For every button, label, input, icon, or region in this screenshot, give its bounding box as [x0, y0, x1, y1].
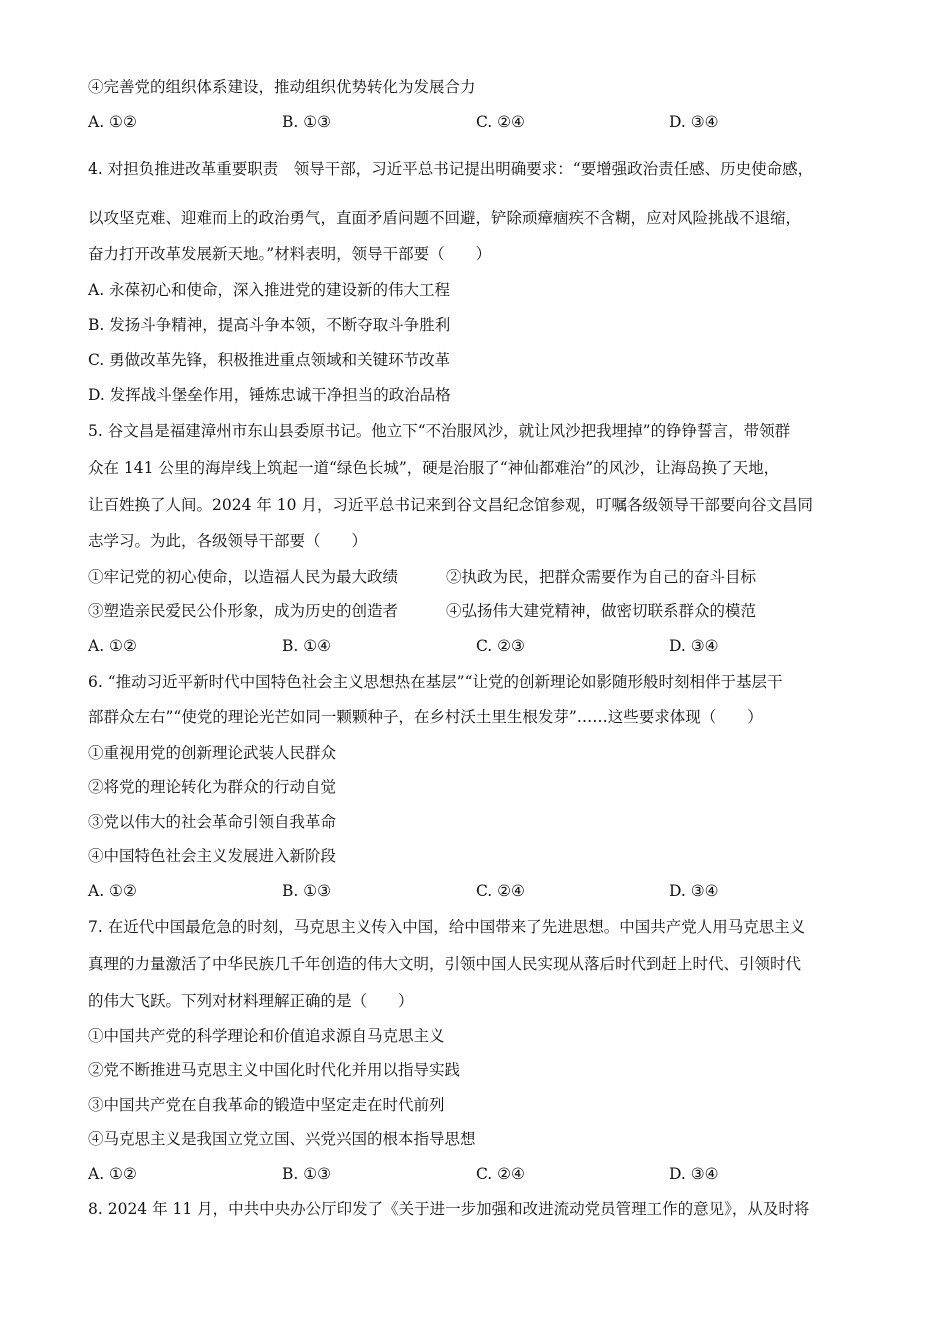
q6-option-d: D. ③④: [669, 882, 719, 900]
q5-option-a: A. ①②: [88, 637, 137, 655]
q5-statement-2: ②执政为民，把群众需要作为自己的奋斗目标: [446, 568, 757, 586]
q4-option-b: B. 发扬斗争精神，提高斗争本领，不断夺取斗争胜利: [88, 316, 451, 334]
q4-stem-line-3: 奋力打开改革发展新天地。”材料表明，领导干部要（ ）: [88, 245, 492, 263]
q7-option-c: C. ②④: [476, 1165, 525, 1183]
q7-option-b: B. ①③: [282, 1165, 332, 1183]
q4-option-c: C. 勇做改革先锋，积极推进重点领域和关键环节改革: [88, 351, 451, 369]
q6-option-b: B. ①③: [282, 882, 332, 900]
q7-option-d: D. ③④: [669, 1165, 719, 1183]
q3-option-d: D. ③④: [669, 113, 719, 131]
q4-option-a: A. 永葆初心和使命，深入推进党的建设新的伟大工程: [88, 281, 451, 299]
q7-statement-2: ②党不断推进马克思主义中国化时代化并用以指导实践: [88, 1061, 461, 1079]
q5-statement-4: ④弘扬伟大建党精神，做密切联系群众的模范: [446, 602, 757, 620]
q7-stem-line-2: 真理的力量激活了中华民族几千年创造的伟大文明，引领中国人民实现从落后时代到赶上时代、引领时代: [88, 955, 802, 973]
q3-option-c: C. ②④: [476, 113, 525, 131]
q5-option-d: D. ③④: [669, 637, 719, 655]
q7-statement-1: ①中国共产党的科学理论和价值追求源自马克思主义: [88, 1027, 445, 1045]
q6-stem-line-1: 6. “推动习近平新时代中国特色社会主义思想热在基层”“让党的创新理论如影随形般时刻相伴于基层干: [88, 673, 783, 691]
q3-option-b: B. ①③: [282, 113, 332, 131]
q7-stem-line-3: 的伟大飞跃。下列对材料理解正确的是（ ）: [88, 992, 414, 1010]
q6-stem-line-2: 部群众左右”“使党的理论光芒如同一颗颗种子，在乡村沃土里生根发芽”……这些要求体现（ ）: [88, 708, 763, 726]
q4-option-d: D. 发挥战斗堡垒作用，锤炼忠诚干净担当的政治品格: [88, 386, 451, 404]
q7-stem-line-1: 7. 在近代中国最危急的时刻，马克思主义传入中国，给中国带来了先进思想。中国共产党人用马克思主义: [88, 918, 806, 936]
q5-option-b: B. ①④: [282, 637, 332, 655]
q7-statement-4: ④马克思主义是我国立党立国、兴党兴国的根本指导思想: [88, 1130, 476, 1148]
q6-statement-4: ④中国特色社会主义发展进入新阶段: [88, 847, 337, 865]
q3-option-a: A. ①②: [88, 113, 137, 131]
q4-stem-line-1: 4. 对担负推进改革重要职责 领导干部，习近平总书记提出明确要求：“要增强政治责任感、历史使命感，: [88, 160, 814, 178]
q5-stem-line-4: 志学习。为此，各级领导干部要（ ）: [88, 532, 368, 550]
q5-stem-line-3: 让百姓换了人间。2024 年 10 月，习近平总书记来到谷文昌纪念馆参观，叮嘱各级领导干部要向谷文昌同: [88, 496, 813, 514]
q3-statement-4: ④完善党的组织体系建设，推动组织优势转化为发展合力: [88, 78, 476, 96]
q6-statement-2: ②将党的理论转化为群众的行动自觉: [88, 778, 337, 796]
q6-option-a: A. ①②: [88, 882, 137, 900]
q4-stem-line-2: 以攻坚克难、迎难而上的政治勇气，直面矛盾问题不回避，铲除顽瘴痼疾不含糊，应对风险挑战不退缩，: [88, 209, 802, 227]
q5-stem-line-1: 5. 谷文昌是福建漳州市东山县委原书记。他立下“不治服风沙，就让风沙把我埋掉”的铮铮誓言，带领群: [88, 422, 791, 440]
q5-statement-3: ③塑造亲民爱民公仆形象，成为历史的创造者: [88, 602, 399, 620]
q7-statement-3: ③中国共产党在自我革命的锻造中坚定走在时代前列: [88, 1096, 445, 1114]
q5-statement-1: ①牢记党的初心使命，以造福人民为最大政绩: [88, 568, 399, 586]
q7-option-a: A. ①②: [88, 1165, 137, 1183]
q6-statement-1: ①重视用党的创新理论武装人民群众: [88, 744, 337, 762]
q5-stem-line-2: 众在 141 公里的海岸线上筑起一道“绿色长城”，硬是治服了“神仙都难治”的风沙，让海岛换了天地，: [88, 459, 780, 477]
q6-statement-3: ③党以伟大的社会革命引领自我革命: [88, 813, 337, 831]
q6-option-c: C. ②④: [476, 882, 525, 900]
q5-option-c: C. ②③: [476, 637, 525, 655]
q8-stem-line-1: 8. 2024 年 11 月，中共中央办公厅印发了《关于进一步加强和改进流动党员管理工作的意见》，从及时将: [88, 1200, 810, 1218]
